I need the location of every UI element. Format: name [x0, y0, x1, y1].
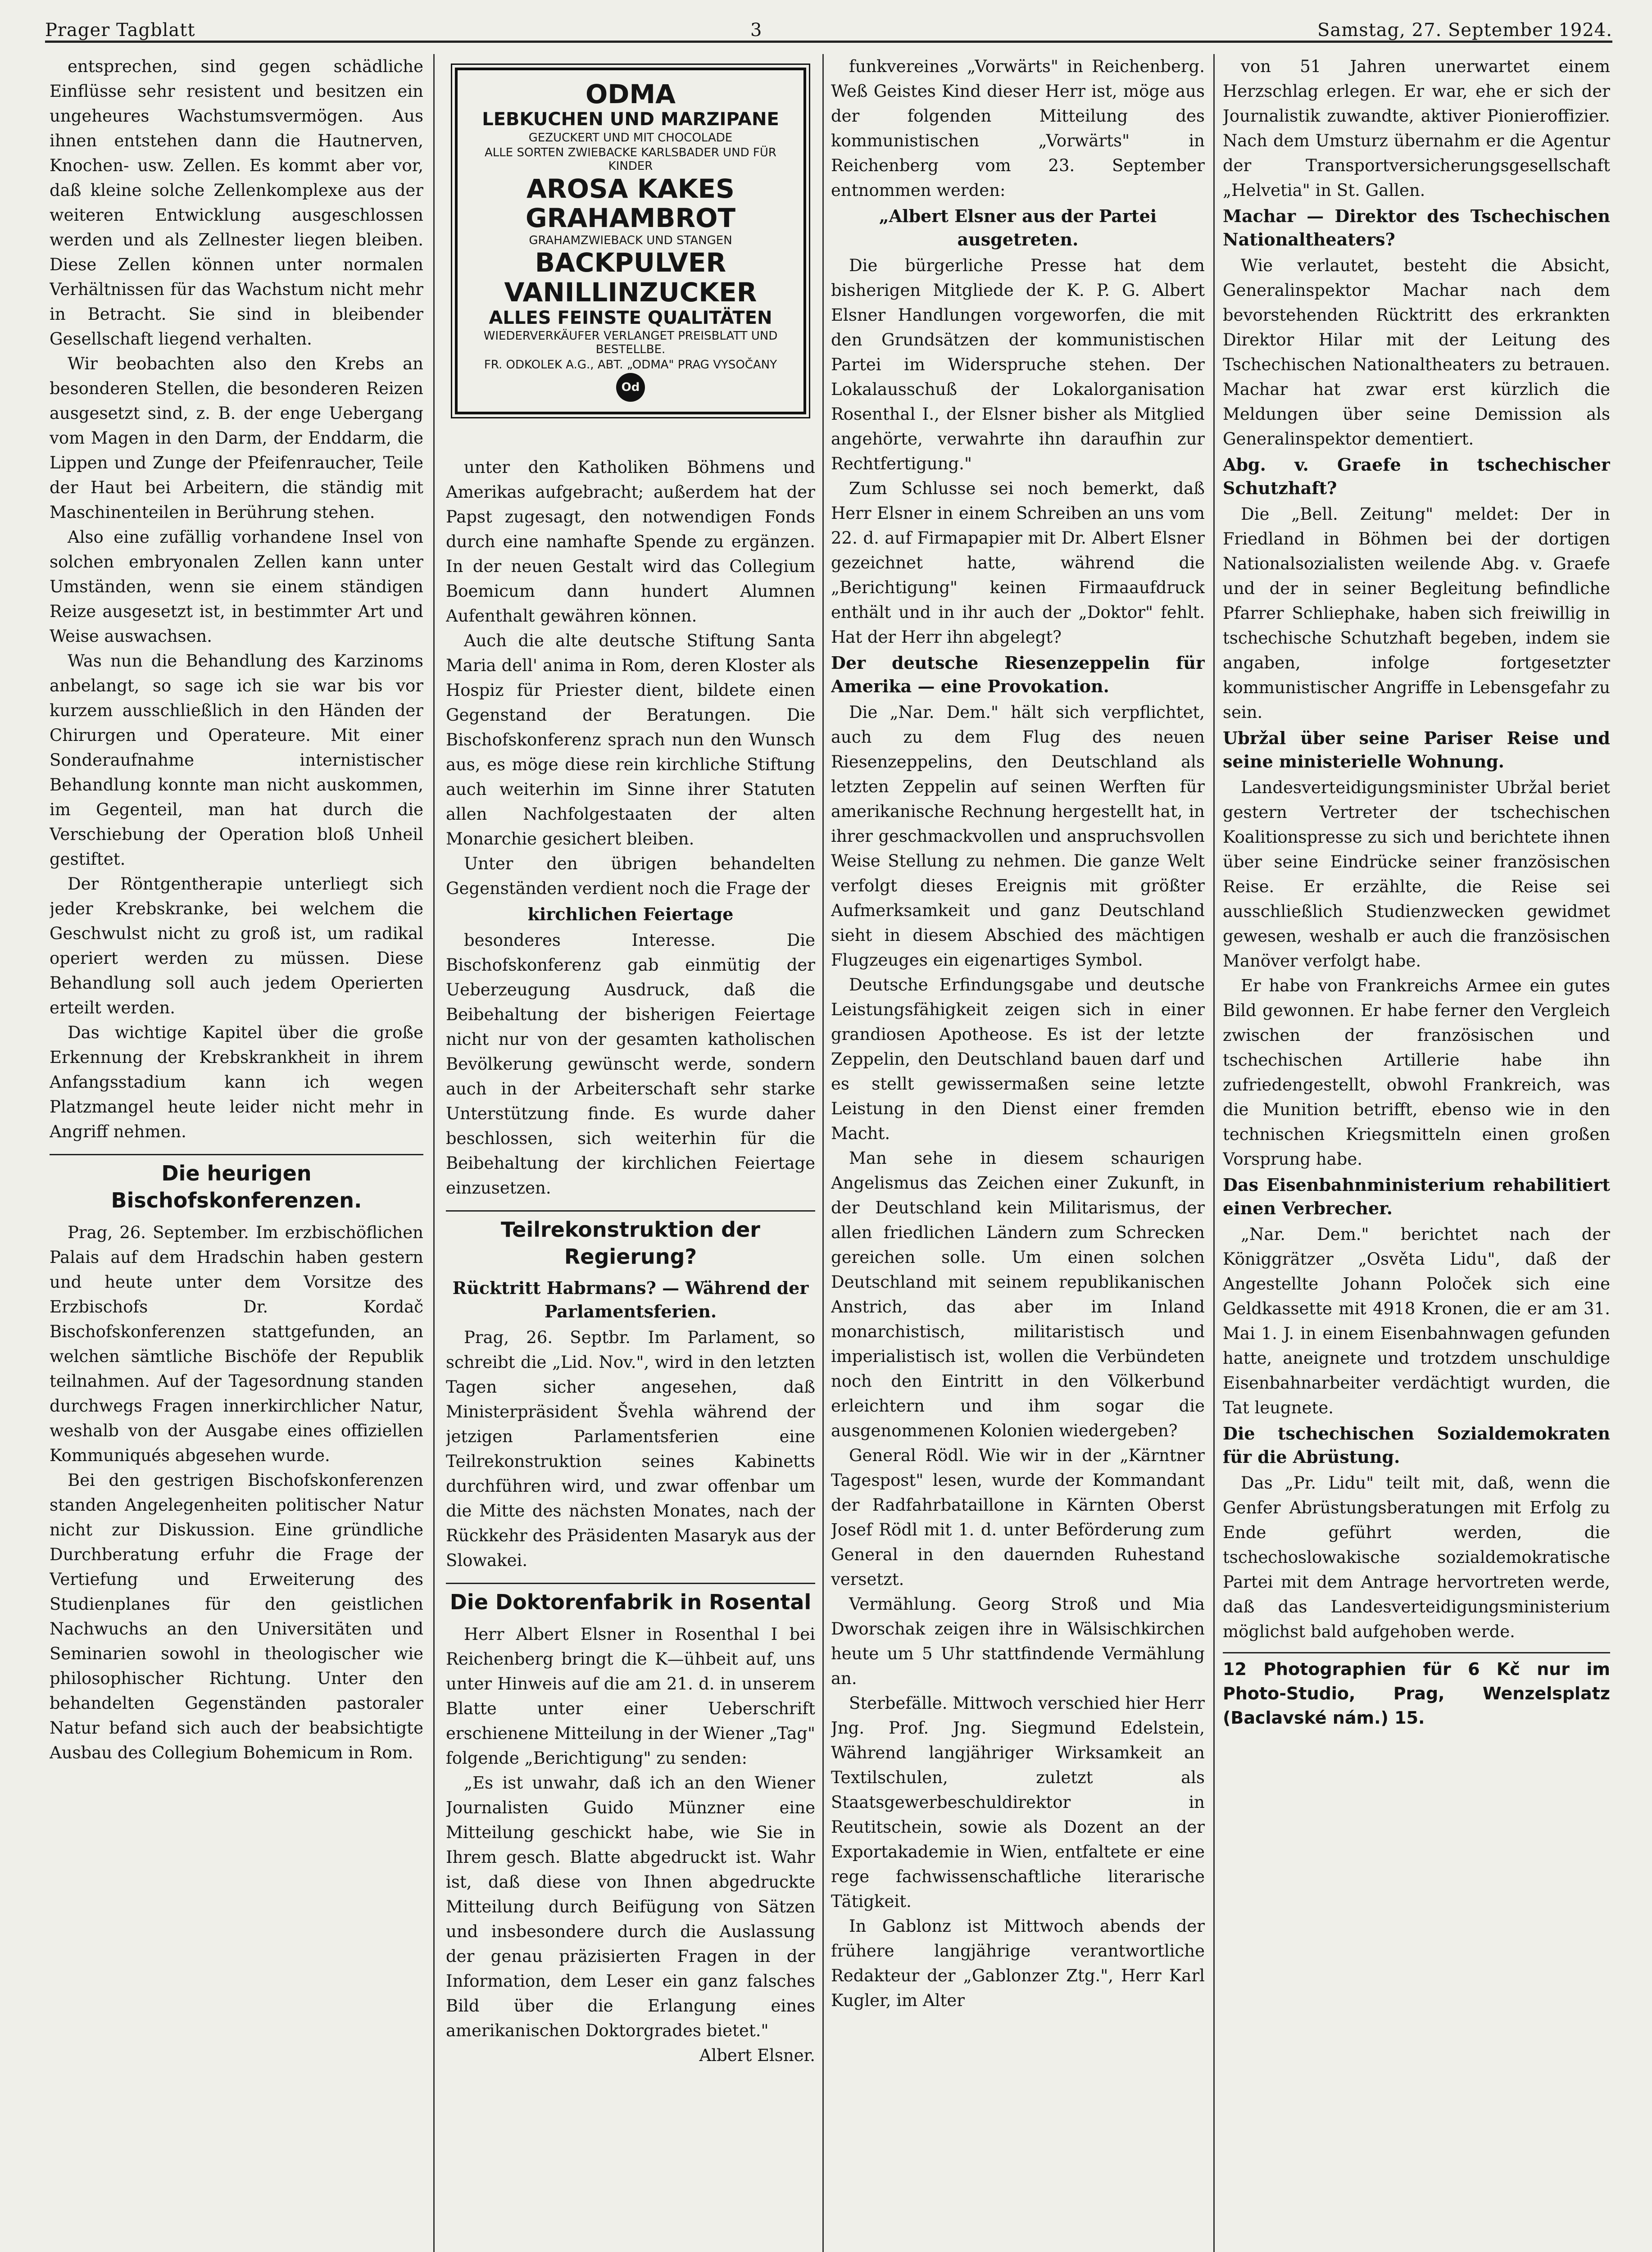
paragraph: Er habe von Frankreichs Armee ein gutes Bild gewonnen. Er habe ferner den Vergleich zwischen der französischen und tschechischen Artillerie habe ihn zufriedengestellt, obwohl Frankreich, was die Munition betrifft, ebenso wie in den technischen Kriegsmitteln einen großen Vorsprung habe.: [1223, 976, 1610, 1169]
ad-line: VANILLINZUCKER: [504, 277, 757, 308]
subhead-habrman: Rücktritt Habrmans? — Während der Parlamentsferien.: [452, 1278, 809, 1321]
paragraph: Das wichtige Kapitel über die große Erkennung der Krebskrankheit in ihrem Anfangsstadium kann ich wegen Platzmangel heute leider nicht mehr in Angriff nehmen.: [50, 1023, 423, 1141]
column-1: [50, 54, 423, 2252]
paragraph: Das „Pr. Lidu" teilt mit, daß, wenn die Genfer Abrüstungsberatungen mit Erfolg zu Ende geführt werden, die tschechoslowakische sozialdemokratische Partei mit dem Antrage hervortreten werde, daß das Landesverteidigungsministerium möglichst bald aufgehoben werde.: [1223, 1473, 1610, 1641]
paragraph: Der Röntgentherapie unterliegt sich jeder Krebskranke, bei welchem die Geschwulst nicht zu groß ist, um radikal operiert werden zu müssen. Diese Behandlung soll auch jedem Operierten erteilt werden.: [50, 874, 423, 1017]
column-rule: [1213, 54, 1215, 2252]
paragraph: Die „Bell. Zeitung" meldet: Der in Friedland in Böhmen bei der dortigen Nationalsozialisten weilende Abg. v. Graefe und der in seiner Begleitung befindliche Pfarrer Schliephake, haben sich freiwillig in tschechische Schutzhaft begeben, indem sie angaben, infolge fortgesetzter kommunistischer Angriffe in Lebensgefahr zu sein.: [1223, 504, 1610, 722]
header-date: Samstag, 27. September 1924.: [1317, 20, 1612, 41]
column-rule: [822, 54, 824, 2252]
paragraph: besonderes Interesse. Die Bischofskonferenz gab einmütig der Ueberzeugung Ausdruck, daß die Beibehaltung der bisherigen Feiertage nicht nur von der gesamten katholischen Bevölkerung gewünscht werde, sondern auch in der Arbeiterschaft sehr starke Unterstützung finde. Es wurde daher beschlossen, sich weiterhin für die Beibehaltung der kirchlichen Feiertage einzusetzen.: [446, 931, 815, 1198]
column-2: [446, 455, 815, 2252]
paragraph: Vermählung. Georg Stroß und Mia Dworschak zeigen ihre in Wälsischkirchen heute um 5 Uhr stattfindende Vermählung an.: [831, 1594, 1205, 1688]
column-rule: [433, 54, 435, 2252]
headline-zeppelin: Der deutsche Riesenzeppelin für Amerika — eine Provokation.: [831, 653, 1205, 696]
paragraph: Herr Albert Elsner in Rosenthal I bei Reichenberg bringt die K—ühbeit auf, uns unter Hinweis auf die am 21. d. in unserem Blatte unter einer Ueberschrift erschienene Mitteilung in der Wiener „Tag" folgende „Berichtigung" zu senden:: [446, 1625, 815, 1768]
subhead-ubrzal: Ubržal über seine Pariser Reise und seine ministerielle Wohnung.: [1223, 728, 1610, 772]
subhead-feiertage: kirchlichen Feiertage: [527, 904, 734, 924]
ad-line: ALLES FEINSTE QUALITÄTEN: [489, 307, 772, 328]
ad-line: GRAHAMBROT: [525, 203, 736, 234]
subhead-eisenbahn: Das Eisenbahnministerium rehabilitiert einen Verbrecher.: [1223, 1175, 1610, 1218]
paragraph: von 51 Jahren unerwartet einem Herzschlag erlegen. Er war, ehe er sich der Journalistik zuwandte, aktiver Pionieroffizier. Nach dem Umsturz übernahm er die Agentur der Transportversicherungsgesellschaft „Helvetia" in St. Gallen.: [1223, 57, 1610, 200]
paragraph: „Nar. Dem." berichtet nach der Königgrätzer „Osvěta Lidu", daß der Angestellte Johann Poloček sich eine Geldkassette mit 4918 Kronen, die er am 31. Mai 1. J. in einem Eisenbahnwagen gefunden hatte, aneignete und trotzdem unschuldige Eisenbahnarbeiter verdächtigt wurden, die Tat leugnete.: [1223, 1225, 1610, 1417]
paragraph: In Gablonz ist Mittwoch abends der frühere langjährige verantwortliche Redakteur der „Gablonzer Ztg.", Herr Karl Kugler, im Alter: [831, 1916, 1205, 2010]
ad-line: AROSA KAKES: [526, 173, 735, 204]
subhead-elsner: „Albert Elsner aus der Partei ausgetreten.: [879, 206, 1157, 250]
paragraph: entsprechen, sind gegen schädliche Einflüsse sehr resistent und besitzen ein ungeheures Wachstumsvermögen. Aus ihnen entstehen dann die Hautnerven, Knochen- usw. Zellen. Es kommt aber vor, daß kleine solche Zellenkomplexe aus der weiteren Entwicklung ausgeschlossen werden und als Zellnester liegen bleiben. Diese Zellen können unter normalen Verhältnissen für das Wachstum nicht mehr in Betracht. Sie sind in bleibender Gesellschaft liegend verhalten.: [50, 57, 423, 349]
paragraph: Wir beobachten also den Krebs an besonderen Stellen, die besonderen Reizen ausgesetzt sind, z. B. der enge Uebergang vom Magen in den Darm, der Enddarm, die Lippen und Zunge der Pfeifenraucher, Teile der Haut bei Arbeitern, die ständig mit Maschinenteilen in Berührung stehen.: [50, 354, 423, 522]
paragraph: Auch die alte deutsche Stiftung Santa Maria dell' anima in Rom, deren Kloster als Hospiz für Priester dient, bildete einen Gegenstand der Beratungen. Die Bischofskonferenz sprach nun den Wunsch aus, es möge diese rein kirchliche Stiftung auch weiterhin im Sinne ihrer Statuten allen Nachfolgestaaten der alten Monarchie gesichert bleiben.: [446, 631, 815, 849]
paragraph: Bei den gestrigen Bischofskonferenzen standen Angelegenheiten politischer Natur nicht zur Diskussion. Eine gründliche Durchberatung erfuhr die Frage der Vertiefung und Erweiterung des Studienplanes für den geistlichen Nachwuchs an den Universitäten und Seminarien sowohl in theologischer wie philosophischer Richtung. Unter den behandelten Gegenständen pastoraler Natur befand sich auch der beabsichtigte Ausbau des Collegium Bohemicum in Rom.: [50, 1471, 423, 1762]
header-masthead: Prager Tagblatt: [45, 20, 195, 41]
headline-regierung: Teilrekonstruktion der Regierung?: [446, 1210, 815, 1270]
paragraph: Landesverteidigungsminister Ubržal beriet gestern Vertreter der tschechischen Koalitionspresse zu sich und berichtete ihnen über seine Eindrücke seiner französischen Reise. Er erzählte, die Reise sei ausschließlich Studienzwecken gewidmet gewesen, weshalb er auch die französischen Manöver verfolgt habe.: [1223, 778, 1610, 971]
paragraph: „Es ist unwahr, daß ich an den Wiener Journalisten Guido Münzner eine Mitteilung geschickt habe, wie Sie in Ihrem gesch. Blatte abgedruckt ist. Wahr ist, daß diese von Ihnen abgedruckte Mitteilung durch Beifügung von Sätzen und insbesondere durch die Auslassung der genau präzisierten Fragen in der Information, dem Leser ein ganz falsches Bild über die Erlangung eines amerikanischen Doktorgrades bietet.": [446, 1773, 815, 2040]
headline-doktorenfabrik: Die Doktorenfabrik in Rosental: [446, 1583, 815, 1616]
subhead-machar: Machar — Direktor des Tschechischen Nationaltheaters?: [1223, 206, 1610, 250]
paragraph: Prag, 26. Septbr. Im Parlament, so schreibt die „Lid. Nov.", wird in den letzten Tagen sicher angesehen, daß Ministerpräsident Švehla während der jetzigen Parlamentsferien eine Teilrekonstruktion seines Kabinetts durchführen wird, und zwar offenbar um die Mitte des nächsten Monates, nach der Rückkehr des Präsidenten Masaryk aus der Slowakei.: [446, 1328, 815, 1570]
paragraph: Man sehe in diesem schaurigen Angelismus das Zeichen einer Zukunft, in der Deutschland kein Militarismus, der allen friedlichen Ländern zum Schrecken gereichen solle. Um einen solchen Deutschland mit seinem republikanischen Anstrich, das aber im Inland monarchistisch, militaristisch und imperialistisch ist, wollen die Verbündeten noch den Eintritt in den Völkerbund erleichtern und ihm sogar die ausgenommenen Kolonien wiedergeben?: [831, 1149, 1205, 1440]
ad-line: ALLE SORTEN ZWIEBACKE KARLSBADER UND FÜR KINDER: [485, 146, 776, 173]
paragraph: Sterbefälle. Mittwoch verschied hier Herr Jng. Prof. Jng. Siegmund Edelstein, Während langjähriger Wirksamkeit an Textilschulen, zuletzt als Staatsgewerbeschuldirektor in Reutitschein, sowie als Dozent an der Exportakademie in Wien, entfaltete er eine rege fachwissenschaftliche literarische Tätigkeit.: [831, 1694, 1205, 1911]
subhead-sozialdemokraten: Die tschechischen Sozialdemokraten für die Abrüstung.: [1223, 1423, 1610, 1467]
ad-line: BACKPULVER: [535, 247, 726, 278]
paragraph: Deutsche Erfindungsgabe und deutsche Leistungsfähigkeit zeigen sich in einer grandiosen Apotheose. Es ist der letzte Zeppelin, den Deutschland bauen darf und es stellt gewissermaßen seine letzte Leistung in den Dienst einer fremden Macht.: [831, 975, 1205, 1143]
photo-studio-ad: 12 Photographien für 6 Kč nur im Photo-Studio, Prag, Wenzelsplatz (Baclavské nám.) 15.: [1223, 1652, 1610, 1730]
paragraph: Was nun die Behandlung des Karzinoms anbelangt, so sage ich sie war bis vor kurzem ausschließlich in den Händen der Chirurgen und Operateure. Mit einer Sonderaufnahme internistischer Behandlung konnte man nicht auskommen, im Gegenteil, man hat durch die Verschiebung der Operation bloß Unheil gestiftet.: [50, 651, 423, 869]
ad-line: LEBKUCHEN UND MARZIPANE: [482, 109, 779, 130]
odma-advertisement: [455, 68, 806, 414]
page-header: [45, 18, 1612, 43]
headline-bischofskonferenzen: Die heurigen Bischofskonferenzen.: [50, 1154, 423, 1214]
paragraph: funkvereines „Vorwärts" in Reichenberg. Weß Geistes Kind dieser Herr ist, möge aus der folgenden Mitteilung des kommunistischen „Vorwärts" in Reichenberg vom 23. September entnommen werden:: [831, 57, 1205, 200]
paragraph: Die bürgerliche Presse hat dem bisherigen Mitgliede der K. P. G. Albert Elsner Handlungen vorgeworfen, die mit den Grundsätzen der kommunistischen Partei im Widerspruche stehen. Der Lokalausschuß der Lokalorganisation Rosenthal I., der Elsner bisher als Mitglied angehörte, verwahrte ihn daraufhin zur Rechtfertigung.": [831, 256, 1205, 473]
paragraph: Unter den übrigen behandelten Gegenständen verdient noch die Frage der: [446, 854, 815, 898]
ad-line: GRAHAMZWIEBACK UND STANGEN: [529, 233, 732, 247]
subhead-graefe: Abg. v. Graefe in tschechischer Schutzhaft?: [1223, 454, 1610, 498]
paragraph: Prag, 26. September. Im erzbischöflichen Palais auf dem Hradschin haben gestern und heute unter dem Vorsitze des Erzbischofs Dr. Kordač Bischofskonferenzen stattgefunden, an welchen sämtliche Bischöfe der Republik teilnahmen. Auf der Tagesordnung standen durchwegs Fragen innerkirchlicher Natur, weshalb von der Ausgabe eines offiziellen Kommuniqués abgesehen wurde.: [50, 1223, 423, 1465]
paragraph: unter den Katholiken Böhmens und Amerikas aufgebracht; außerdem hat der Papst zugesagt, den notwendigen Fonds durch eine namhafte Spende zu ergänzen. In der neuen Gestalt wird das Collegium Boemicum dann hundert Alumnen Aufenthalt gewähren können.: [446, 458, 815, 626]
paragraph: Zum Schlusse sei noch bemerkt, daß Herr Elsner in einem Schreiben an uns vom 22. d. auf Firmapapier mit Dr. Albert Elsner gezeichnet hatte, während die „Berichtigung" keinen Firmaaufdruck enthält und in ihr auch der „Doktor" fehlt. Hat der Herr ihn abgelegt?: [831, 479, 1205, 647]
page-number: 3: [750, 20, 762, 41]
column-4: [1223, 54, 1610, 2252]
ad-brand: ODMA: [585, 78, 676, 109]
paragraph: Also eine zufällig vorhandene Insel von solchen embryonalen Zellen kann unter Umständen, wenn sie einem ständigen Reize ausgesetzt ist, in bestimmter Art und Weise auswachsen.: [50, 527, 423, 646]
signature: Albert Elsner.: [699, 2046, 815, 2065]
ad-line: GEZUCKERT UND MIT CHOCOLADE: [528, 131, 733, 145]
ad-line: FR. ODKOLEK A.G., ABT. „ODMA" PRAG VYSOČANY: [484, 358, 777, 372]
column-3: [831, 54, 1205, 2252]
ad-line: WIEDERVERKÄUFER VERLANGET PREISBLATT UND BESTELLBE.: [483, 329, 778, 357]
paragraph: Wie verlautet, besteht die Absicht, Generalinspektor Machar nach dem bevorstehenden Rücktritt des erkrankten Direktor Hilar mit der Leitung des Tschechischen Nationaltheaters zu betrauen. Machar hat zwar erst kürzlich die Meldungen über seine Demission als Generalinspektor dementiert.: [1223, 256, 1610, 449]
paragraph: Die „Nar. Dem." hält sich verpflichtet, auch zu dem Flug des neuen Riesenzeppelins, den Deutschland als letzten Zeppelin auf seinen Werften für amerikanische Rechnung hergestellt hat, in ihrer geschmackvollen und anspruchsvollen Weise Stellung zu nehmen. Die ganze Welt verfolgt dieses Ereignis mit größter Aufmerksamkeit und ganz Deutschland sieht in diesem Abschied des mächtigen Flugzeuges ein eigenartiges Symbol.: [831, 703, 1205, 970]
odma-logo-icon: Od: [616, 373, 645, 402]
paragraph: General Rödl. Wie wir in der „Kärntner Tagespost" lesen, wurde der Kommandant der Radfahrbataillone in Kärnten Oberst Josef Rödl mit 1. d. unter Beförderung zum General in den dauernden Ruhestand versetzt.: [831, 1446, 1205, 1589]
